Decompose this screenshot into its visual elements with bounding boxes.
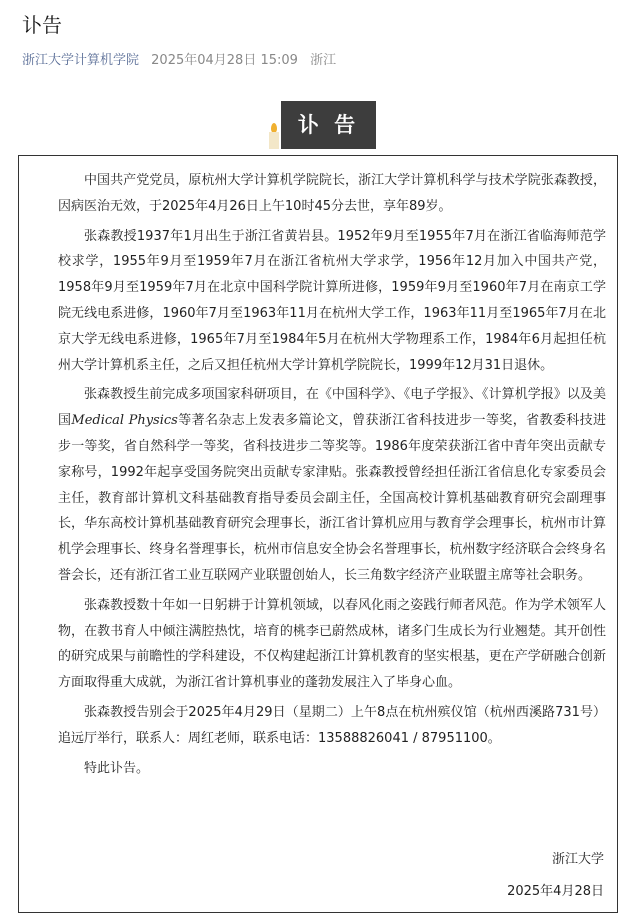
- signature: 浙江大学: [551, 852, 604, 867]
- obituary-banner: [268, 101, 376, 149]
- candle-icon: [268, 123, 280, 149]
- article-meta: [22, 52, 336, 70]
- paragraph-farewell: 张森教授告别会于2025年4月29日（星期二）上午8点在杭州殡仪馆（杭州西溪路731号）追远厅举行，联系人：周红老师，联系电话：13588826041 / 87951100。: [58, 704, 606, 746]
- publish-location: 浙江: [310, 53, 337, 68]
- signature-date: 2025年4月28日: [507, 884, 604, 899]
- paragraph-tribute: 张森教授数十年如一日躬耕于计算机领域，以春风化雨之姿践行师者风范。作为学术领军人物，在教书育人中倾注满腔热忱，培育的桃李已蔚然成林，诸多门生成长为行业翘楚。其开创性的研究成果与前瞻性的学科建设，不仅构建起浙江计算机教育的坚实根基，更在产学研融合创新方面取得重大成就，为浙江省计算机事业的蓬勃发展注入了毕身心血。: [58, 597, 606, 691]
- banner-title: 讣 告: [281, 101, 376, 149]
- article-title: 讣告: [22, 13, 62, 37]
- paragraph-closing: 特此讣告。: [84, 760, 150, 776]
- journal-name: Medical Physics: [71, 413, 178, 429]
- paragraph-announcement: 中国共产党党员，原杭州大学计算机学院院长，浙江大学计算机科学与技术学院张森教授，因病医治无效，于2025年4月26日上午10时45分去世，享年89岁。: [58, 173, 606, 214]
- paragraph-achievements: [58, 382, 606, 588]
- notice-body: [58, 168, 606, 785]
- achievements-text-b: 等著名杂志上发表多篇论文，曾获浙江省科技进步一等奖，省教委科技进步一等奖，省自然科学一等奖，省科技进步二等奖等。1986年度荣获浙江省中青年突出贡献专家称号，1992年起享受国务院突出贡献专家津贴。张森教授曾经担任浙江省信息化专家委员会主任，教育部计算机文科基础教育指导委员会副主任，全国高校计算机基础教育研究会副理事长，华东高校计算机基础教育研究会理事长，浙江省计算机应用与教育学会理事长，杭州市计算机学会理事长、终身名誉理事长，杭州市信息安全协会名誉理事长，杭州数字经济联合会终身名誉会长，还有浙江省工业互联网产业联盟创始人，长三角数字经济产业联盟主席等社会职务。: [58, 413, 606, 583]
- paragraph-biography: 张森教授1937年1月出生于浙江省黄岩县。1952年9月至1955年7月在浙江省临海师范学校求学，1955年9月至1959年7月在浙江省杭州大学求学，1956年12月加入中国共产党，1958年9月至1959年7月在北京中国科学院计算所进修，1959年9月至1960年7月在南京工学院无线电系进修，1960年7月至1963年11月在杭州大学工作，1963年11月至1965年7月在北京大学无线电系进修，1965年7月至1984年5月在杭州大学物理系工作，1984年6月起担任杭州大学计算机系主任，之后又担任杭州大学计算机学院院长，1999年12月31日退休。: [58, 228, 606, 373]
- achievements-text-a: 张森教授生前完成多项国家科研项目，在《中国科学》、《电子学报》、《计算机学报》以及美国: [58, 387, 606, 429]
- publish-date: 2025年04月28日 15:09: [151, 53, 298, 68]
- source-account-link[interactable]: 浙江大学计算机学院: [22, 53, 140, 68]
